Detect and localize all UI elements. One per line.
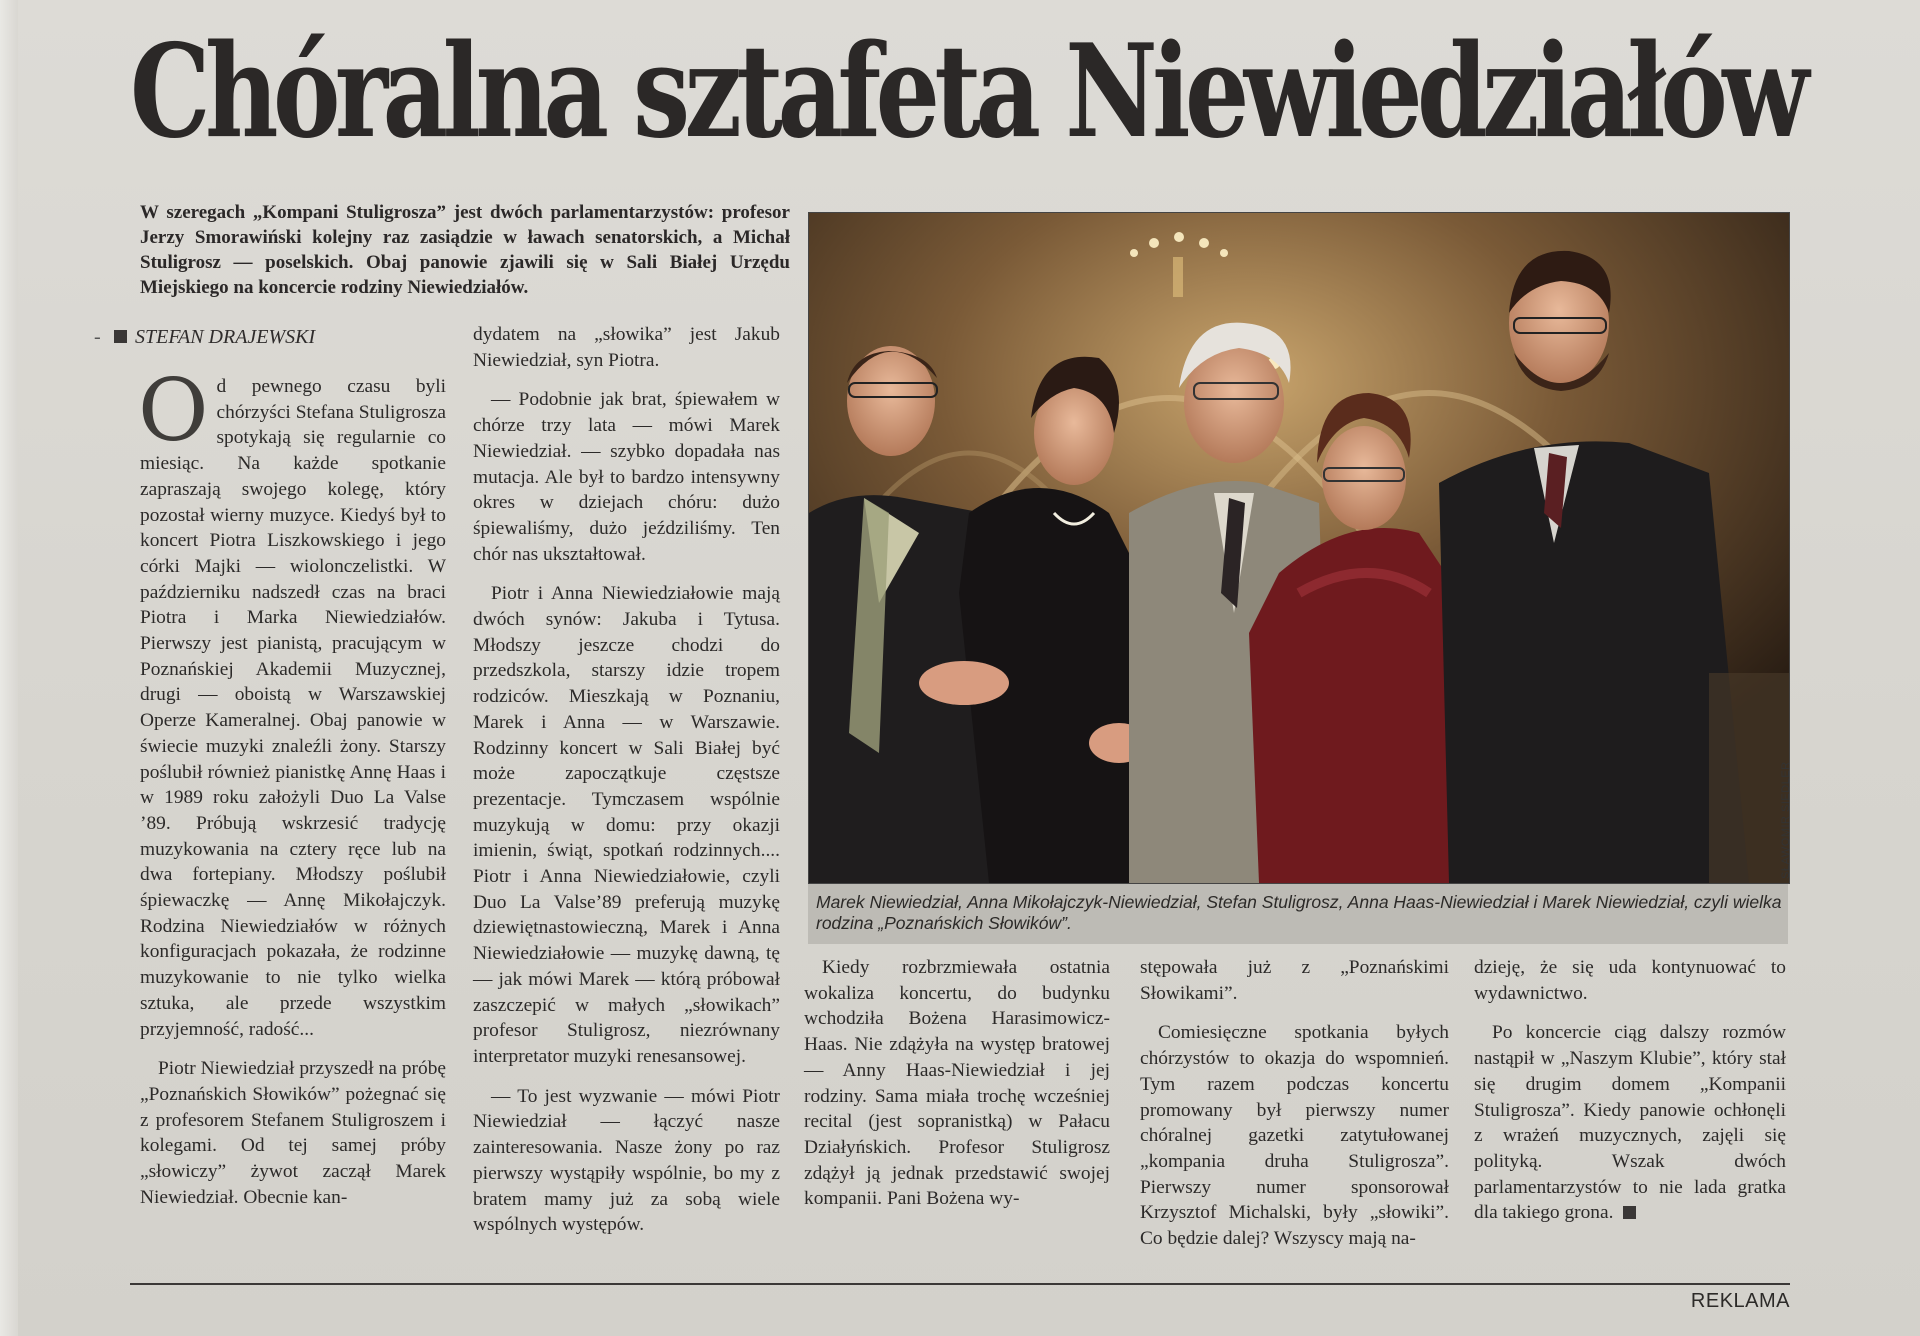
- article-column-3: [804, 955, 1110, 1212]
- byline: [94, 322, 444, 352]
- col4-paragraph-2: Comiesięczne spotkania byłych chórzystów to okazja do wspomnień. Tym razem podczas koncertu promowany był pierwszy numer chóralnej gazetki zatytułowanej „kompania druha Stuligrosza”. Pierwszy numer sponsorował Krzysztof Michalski, były „słowiki”. Co będzie dalej? Wszyscy mają na-: [1140, 1022, 1449, 1250]
- photo-caption: Marek Niewiedział, Anna Mikołajczyk-Niewiedział, Stefan Stuligrosz, Anna Haas-Niewiedział i Marek Niewiedział, czyli wielka rodzina „Poznańskich Słowików”.: [808, 884, 1788, 944]
- col5-paragraph-2-text: Po koncercie ciąg dalszy rozmów nastąpił w „Naszym Klubie”, który stał się drugim domem „Kompanii Stuligrosza”. Kiedy panowie ochłonęli z wrażeń muzycznych, zajęli się polityką. Wszak dwóch parlamentarzystów to nie lada gratka dla takiego grona.: [1474, 1022, 1786, 1224]
- byline-dash: -: [94, 326, 101, 348]
- photo-credit: SŁAWOMIR SIEDLER: [1780, 761, 1792, 879]
- article-column-5: [1474, 955, 1786, 1226]
- col1-paragraph-1: [138, 361, 446, 1042]
- bottom-rule: [130, 1283, 1790, 1285]
- col1-paragraph-2: Piotr Niewiedział przyszedł na próbę „Poznańskich Słowików” pożegnać się z profesorem Stefanem Stuligroszem i kolegami. Od tej samej próby „słowiczy” żywot zaczął Marek Niewiedział. Obecnie kan-: [140, 1058, 446, 1208]
- lead-paragraph: W szeregach „Kompani Stuligrosza” jest dwóch parlamentarzystów: profesor Jerzy Smorawiński kolejny raz zasiądzie w ławach senatorskich, a Michał Stuligrosz — poselskich. Obaj panowie zjawili się w Sali Białej Urzędu Miejskiego na koncercie rodziny Niewiedziałów.: [140, 202, 790, 298]
- end-of-article-square-icon: [1623, 1206, 1636, 1219]
- scan-edge: [0, 0, 18, 1336]
- group-photo: [808, 212, 1790, 884]
- col2-paragraph-1: dydatem na „słowika” jest Jakub Niewiedział, syn Piotra.: [473, 324, 780, 371]
- article-column-2: [473, 322, 780, 1238]
- advertisement-label: REKLAMA: [1690, 1290, 1790, 1312]
- col2-paragraph-2: — Podobnie jak brat, śpiewałem w chórze trzy lata — mówi Marek Niewiedział. — szybko dopadała nas mutacja. Ale był to bardzo intensywny okres w dziejach chóru: dużo śpiewaliśmy, dużo jeździliśmy. Ten chór nas ukształtował.: [473, 389, 780, 565]
- col5-paragraph-1: dzieję, że się uda kontynuować to wydawnictwo.: [1474, 957, 1786, 1004]
- group-photo-image: [809, 213, 1789, 883]
- byline-author: STEFAN DRAJEWSKI: [135, 326, 316, 348]
- col2-paragraph-3: Piotr i Anna Niewiedziałowie mają dwóch synów: Jakuba i Tytusa. Młodszy jeszcze chodzi do przedszkola, starszy idzie tropem rodziców. Mieszkają w Poznaniu, Marek i Anna — w Warszawie. Rodzinny koncert w Sali Białej być może zapoczątkuje częstsze prezentacje. Tymczasem wspólnie muzykują w domu: przy okazji imienin, świąt, spotkań rodzinnych.... Piotr i Anna Niewiedziałowie, czyli Duo La Valse’89 preferują muzykę dziewiętnastowieczną, Marek i Anna Niewiedziałowie — muzykę dawną, tę — jak mówi Marek — którą próbował zaszczepić w małych „słowikach” profesor Stuligrosz, niezrównany interpretator muzyki renesansowej.: [473, 583, 780, 1067]
- headline: Chóralna sztafeta Niewiedziałów: [130, 17, 1804, 167]
- byline-square-icon: [114, 330, 127, 343]
- article-column-4: [1140, 955, 1449, 1252]
- col1-paragraph-1-text: d pewnego czasu byli chórzyści Stefana Stuligrosza spotykają się regularnie co miesiąc. Na każde spotkanie zapraszają swojego kolegę, który pozostał wierny muzyce. Kiedyś był to koncert Piotra Liszkowskiego i jego córki Majki — wiolonczelistki. W październiku nadszedł czas na braci Piotra i Marka Niewiedziałów. Pierwszy jest pianistą, pracującym w Poznańskiej Akademii Muzycznej, drugi — oboistą w Warszawskiej Operze Kameralnej. Obaj panowie w świecie muzyki znaleźli żony. Starszy poślubił również pianistkę Annę Haas i w 1989 roku założyli Duo La Valse ’89. Próbują wskrzesić tradycję muzykowania na cztery ręce lub na dwa fortepiany. Młodszy poślubił śpiewaczkę — Annę Mikołajczyk. Rodzina Niewiedziałów w różnych konfiguracjach pokazała, że rodzinne muzykowanie to nie tylko wielka sztuka, ale przede wszystkim przyjemność, radość...: [140, 376, 446, 1040]
- col4-paragraph-1: stępowała już z „Poznańskimi Słowikami”.: [1140, 957, 1449, 1004]
- col2-paragraph-4: — To jest wyzwanie — mówi Piotr Niewiedział — łączyć nasze zainteresowania. Nasze żony po raz pierwszy wystąpiły wspólnie, bo my z bratem mamy już za sobą wiele wspólnych występów.: [473, 1085, 780, 1236]
- drop-cap: O: [138, 361, 209, 461]
- article-column-1: [138, 361, 446, 1211]
- col5-paragraph-2: [1474, 1020, 1786, 1226]
- col3-paragraph-1: Kiedy rozbrzmiewała ostatnia wokaliza koncertu, do budynku wchodziła Bożena Harasimowicz-Haas. Nie zdążyła na występ bratowej — Anny Haas-Niewiedział i jej rodziny. Sama miała trochę wcześniej recital (jest sopranistką) w Pałacu Działyńskich. Profesor Stuligrosz zdążył ją jednak przedstawić swojej kompanii. Pani Bożena wy-: [804, 957, 1110, 1210]
